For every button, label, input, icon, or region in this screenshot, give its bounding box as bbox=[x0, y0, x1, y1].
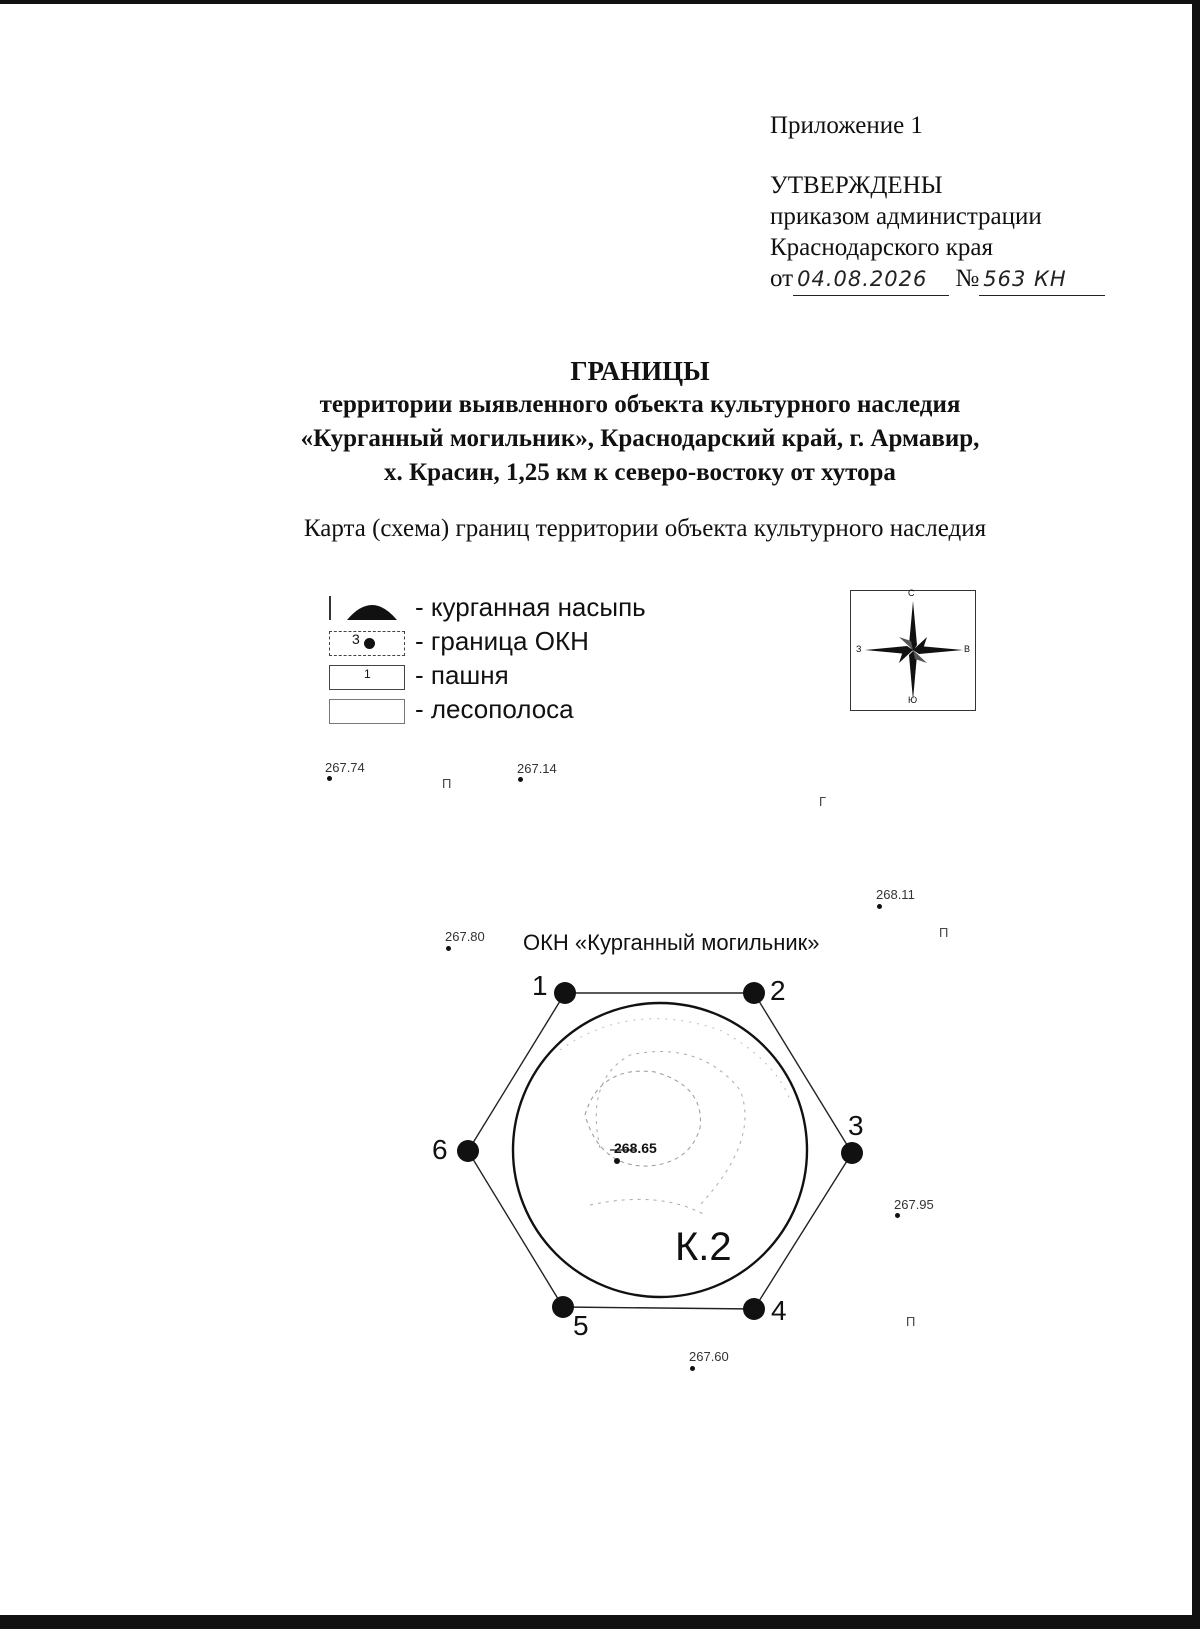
mound-label: К.2 bbox=[675, 1225, 732, 1269]
number-prefix: № bbox=[955, 265, 980, 292]
okn-boundary-line bbox=[468, 993, 852, 1309]
legend-label: - граница ОКН bbox=[415, 626, 589, 656]
vertex-label: 2 bbox=[770, 975, 786, 1006]
compass-north: С bbox=[908, 588, 915, 598]
vertex-3-marker bbox=[841, 1142, 863, 1164]
elevation-label: 267.74 bbox=[325, 760, 365, 775]
land-label: Г bbox=[819, 794, 827, 809]
arable-icon-number: 1 bbox=[364, 667, 371, 681]
vertex-label: 4 bbox=[771, 1295, 787, 1326]
vertex-label: 1 bbox=[532, 970, 548, 1001]
land-label: П bbox=[906, 1314, 916, 1329]
boundary-icon-number: 3 bbox=[352, 631, 360, 647]
vertex-4-marker bbox=[743, 1298, 765, 1320]
summit-elevation: 268.65 bbox=[614, 1140, 657, 1156]
vertex-1-marker bbox=[554, 982, 576, 1004]
elevation-label: 268.11 bbox=[876, 887, 915, 902]
title-line-2: «Курганный могильник», Краснодарский край, г. Армавир, bbox=[300, 425, 980, 452]
vertex-label: 3 bbox=[848, 1110, 864, 1141]
appendix-label: Приложение 1 bbox=[770, 112, 923, 139]
vertex-2-marker bbox=[743, 982, 765, 1004]
vertex-5-marker bbox=[552, 1296, 574, 1318]
elevation-label: 267.60 bbox=[689, 1349, 729, 1364]
contour-line bbox=[590, 1199, 705, 1215]
legend-label: - пашня bbox=[415, 660, 509, 690]
approved-heading: УТВЕРЖДЕНЫ bbox=[770, 172, 943, 199]
legend-label: - лесополоса bbox=[415, 694, 574, 724]
elevation-label: 267.95 bbox=[894, 1197, 934, 1212]
vertex-6-marker bbox=[457, 1140, 479, 1162]
elevation-label: 267.80 bbox=[445, 929, 485, 944]
vertex-label: 5 bbox=[573, 1310, 589, 1341]
date-handwritten: 04.08.2026 bbox=[793, 264, 949, 296]
mound-outline bbox=[513, 1003, 807, 1297]
legend-label: - курганная насыпь bbox=[415, 592, 646, 622]
vertex-label: 6 bbox=[432, 1134, 448, 1165]
title-line-1: территории выявленного объекта культурного наследия bbox=[319, 391, 961, 418]
title-line-3: х. Красин, 1,25 км к северо-востоку от хутора bbox=[384, 459, 896, 486]
land-label: П bbox=[442, 776, 452, 791]
title-main: ГРАНИЦЫ bbox=[570, 356, 710, 386]
object-title: ОКН «Курганный могильник» bbox=[523, 930, 820, 955]
approval-line-1: приказом администрации bbox=[770, 203, 1042, 230]
compass-east: В bbox=[964, 644, 971, 654]
number-handwritten: 563 КН bbox=[979, 264, 1105, 296]
map-subtitle: Карта (схема) границ территории объекта культурного наследия bbox=[303, 515, 987, 542]
approval-line-2: Краснодарского края bbox=[770, 234, 993, 261]
compass-south: Ю bbox=[908, 695, 918, 705]
land-label: П bbox=[939, 925, 949, 940]
elevation-label: 267.14 bbox=[517, 761, 557, 776]
compass-west: З bbox=[856, 644, 862, 654]
date-prefix: от bbox=[770, 265, 794, 292]
contour-line bbox=[596, 1052, 745, 1205]
contour-line bbox=[560, 1019, 790, 1100]
summit-marker bbox=[614, 1158, 620, 1164]
